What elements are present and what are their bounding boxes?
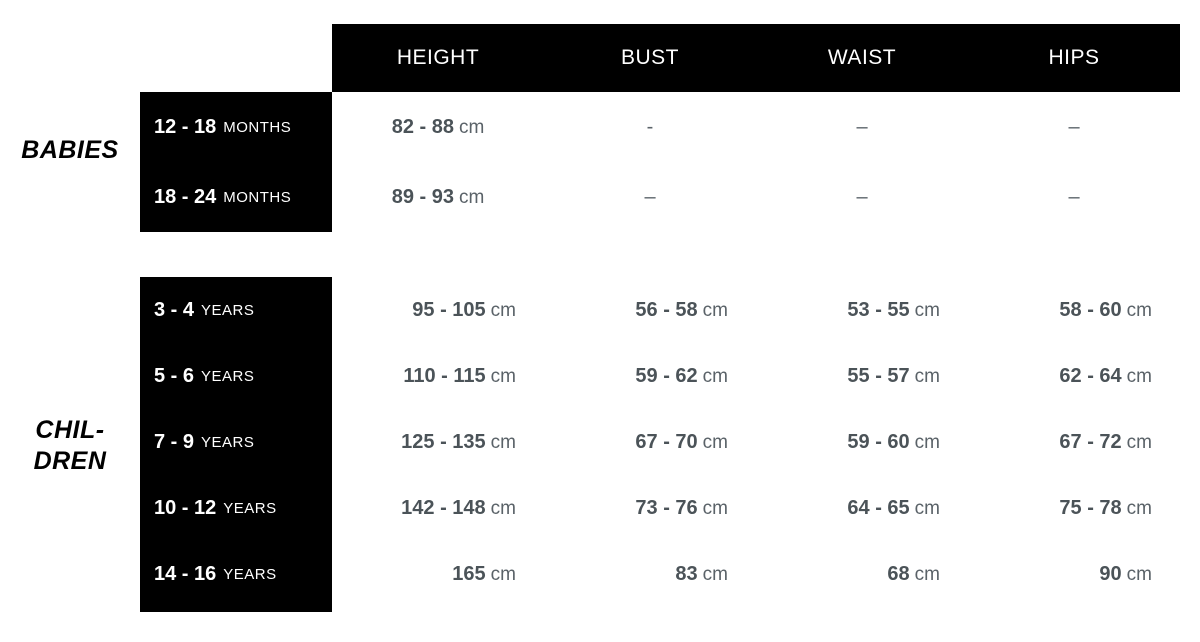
cell-bust <box>544 186 756 209</box>
cell-value: 59 - 62 <box>635 364 698 387</box>
cell-value: 125 - 135 <box>401 430 486 453</box>
cell-height <box>332 497 544 520</box>
age-range: 18 - 24 <box>154 185 217 208</box>
cell-height <box>332 116 544 139</box>
cell-bust <box>544 365 756 388</box>
cell-value: 73 - 76 <box>635 496 698 519</box>
cell-unit: cm <box>490 299 516 321</box>
cell-value: – <box>644 185 656 208</box>
cell-value: 58 - 60 <box>1059 298 1122 321</box>
cell-bust <box>544 563 756 586</box>
cell-value: 56 - 58 <box>635 298 698 321</box>
cell-value: 90 <box>1099 562 1122 585</box>
cell-hips <box>968 431 1180 454</box>
cell-unit: cm <box>702 365 728 387</box>
cell-height <box>332 365 544 388</box>
table-row <box>332 409 1180 475</box>
age-range: 5 - 6 <box>154 364 195 387</box>
cell-bust <box>544 116 756 139</box>
cell-unit: cm <box>458 116 485 138</box>
column-header-waist: WAIST <box>827 46 897 69</box>
cell-hips <box>968 563 1180 586</box>
cell-unit: cm <box>914 563 940 585</box>
cell-unit: cm <box>490 431 516 453</box>
cell-unit: cm <box>914 299 940 321</box>
age-range: 10 - 12 <box>154 496 217 519</box>
cell-unit: cm <box>914 365 940 387</box>
cell-unit: cm <box>914 497 940 519</box>
cell-value: 82 - 88 <box>391 115 454 138</box>
cell-hips <box>968 116 1180 139</box>
age-range: 12 - 18 <box>154 115 217 138</box>
cell-value: – <box>856 185 868 208</box>
column-header-bust: BUST <box>620 46 679 69</box>
cell-unit: cm <box>458 186 485 208</box>
cell-value: 64 - 65 <box>847 496 910 519</box>
cell-waist <box>756 186 968 209</box>
cell-value: 62 - 64 <box>1059 364 1122 387</box>
column-header-hips: HIPS <box>1048 46 1100 69</box>
table-row <box>332 277 1180 343</box>
age-unit: YEARS <box>201 433 255 451</box>
cell-unit: cm <box>490 563 516 585</box>
cell-value: 59 - 60 <box>847 430 910 453</box>
cell-value: 55 - 57 <box>847 364 910 387</box>
age-unit: YEARS <box>223 499 277 517</box>
cell-unit: cm <box>914 431 940 453</box>
table-row <box>140 162 332 232</box>
cell-unit: cm <box>702 497 728 519</box>
cell-unit: cm <box>702 431 728 453</box>
cell-unit: cm <box>490 497 516 519</box>
cell-waist <box>756 365 968 388</box>
cell-waist <box>756 431 968 454</box>
age-range: 3 - 4 <box>154 298 195 321</box>
group-label-children-line2: DREN <box>33 447 107 475</box>
table-row <box>140 409 332 475</box>
cell-value: - <box>646 115 654 138</box>
table-row <box>332 343 1180 409</box>
cell-value: 110 - 115 <box>403 364 486 387</box>
cell-value: – <box>1068 115 1080 138</box>
cell-waist <box>756 299 968 322</box>
cell-height <box>332 563 544 586</box>
age-range: 7 - 9 <box>154 430 195 453</box>
table-row <box>140 343 332 409</box>
cell-unit: cm <box>1126 497 1152 519</box>
group-label-babies: BABIES <box>21 136 119 164</box>
table-row <box>140 277 332 343</box>
cell-bust <box>544 299 756 322</box>
cell-value: 53 - 55 <box>847 298 910 321</box>
age-unit: YEARS <box>223 565 277 583</box>
cell-value: 83 <box>675 562 698 585</box>
table-row <box>332 475 1180 541</box>
table-row <box>332 541 1180 607</box>
cell-value: 67 - 70 <box>635 430 698 453</box>
age-unit: YEARS <box>201 367 255 385</box>
values-babies <box>332 92 1180 232</box>
cell-unit: cm <box>1126 365 1152 387</box>
cell-hips <box>968 299 1180 322</box>
age-unit: YEARS <box>201 301 255 319</box>
cell-height <box>332 186 544 209</box>
cell-waist <box>756 563 968 586</box>
table-row <box>140 541 332 607</box>
cell-value: 165 <box>452 562 486 585</box>
cell-unit: cm <box>1126 299 1152 321</box>
cell-unit: cm <box>490 365 516 387</box>
age-column-babies <box>140 92 332 232</box>
values-children <box>332 277 1180 612</box>
group-label-children <box>0 415 140 477</box>
cell-waist <box>756 116 968 139</box>
group-label-children-line1: CHIL- <box>35 416 105 444</box>
age-range: 14 - 16 <box>154 562 217 585</box>
cell-bust <box>544 497 756 520</box>
cell-height <box>332 299 544 322</box>
cell-hips <box>968 497 1180 520</box>
column-header-height: HEIGHT <box>396 46 480 69</box>
table-row <box>332 162 1180 232</box>
cell-height <box>332 431 544 454</box>
cell-unit: cm <box>702 563 728 585</box>
cell-value: – <box>856 115 868 138</box>
table-row <box>140 475 332 541</box>
cell-value: 89 - 93 <box>391 185 454 208</box>
cell-hips <box>968 365 1180 388</box>
cell-value: 67 - 72 <box>1059 430 1122 453</box>
cell-unit: cm <box>702 299 728 321</box>
table-row <box>332 92 1180 162</box>
cell-value: 142 - 148 <box>401 496 486 519</box>
cell-waist <box>756 497 968 520</box>
table-row <box>140 92 332 162</box>
cell-unit: cm <box>1126 563 1152 585</box>
age-column-children <box>140 277 332 612</box>
cell-value: – <box>1068 185 1080 208</box>
cell-value: 68 <box>887 562 910 585</box>
cell-value: 75 - 78 <box>1059 496 1122 519</box>
age-unit: MONTHS <box>223 188 292 206</box>
table-header-row <box>332 24 1180 92</box>
age-unit: MONTHS <box>223 118 292 136</box>
cell-value: 95 - 105 <box>412 298 486 321</box>
cell-unit: cm <box>1126 431 1152 453</box>
cell-bust <box>544 431 756 454</box>
cell-hips <box>968 186 1180 209</box>
